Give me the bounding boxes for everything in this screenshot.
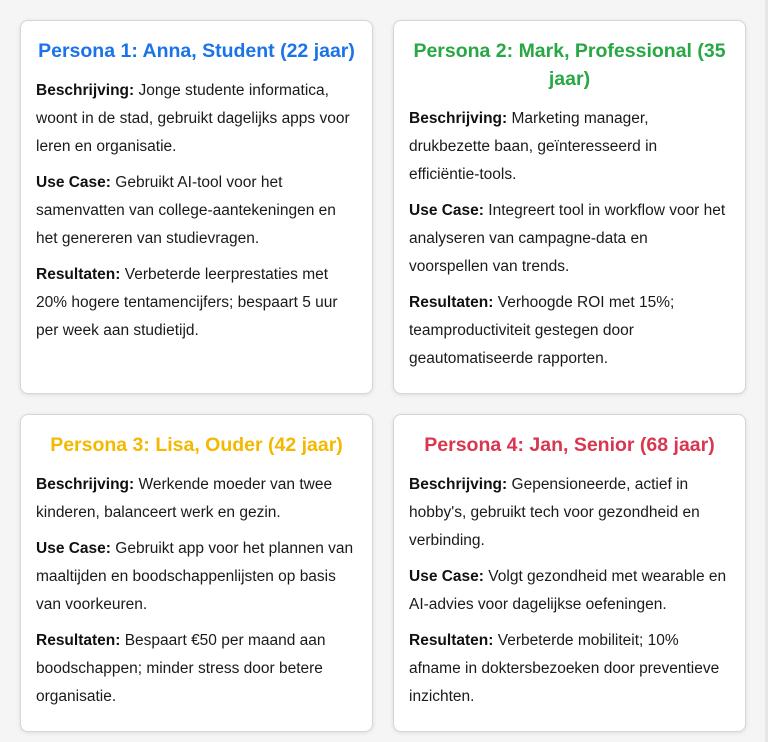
persona-description: [409, 471, 730, 555]
results-label: Resultaten:: [409, 294, 494, 311]
use-case-label: Use Case:: [409, 568, 484, 585]
persona-card-anna: [20, 20, 373, 394]
persona-use-case: [409, 563, 730, 619]
persona-results: [36, 261, 357, 345]
persona-title: Persona 4: Jan, Senior (68 jaar): [424, 434, 715, 456]
persona-title: Persona 2: Mark, Professional (35 jaar): [413, 40, 726, 90]
results-text: Verhoogde ROI met 15%; teamproductiviteit gestegen door geautomatiseerde rapporten.: [409, 294, 675, 367]
persona-grid: [20, 20, 746, 732]
persona-use-case: [409, 197, 730, 281]
use-case-text: Gebruikt AI-tool voor het samenvatten van college-aantekeningen en het genereren van studievragen.: [36, 174, 336, 247]
results-text: Verbeterde mobiliteit; 10% afname in doktersbezoeken door preventieve inzichten.: [409, 632, 720, 705]
use-case-label: Use Case:: [409, 202, 484, 219]
use-case-text: Gebruikt app voor het plannen van maaltijden en boodschappenlijsten op basis van voorkeuren.: [36, 540, 354, 613]
results-label: Resultaten:: [36, 632, 121, 649]
use-case-label: Use Case:: [36, 174, 111, 191]
persona-use-case: [36, 535, 357, 619]
use-case-label: Use Case:: [36, 540, 111, 557]
persona-card-jan: [393, 414, 746, 732]
description-label: Beschrijving:: [409, 110, 508, 127]
persona-card-mark: [393, 20, 746, 394]
description-label: Beschrijving:: [36, 476, 135, 493]
persona-card-lisa: [20, 414, 373, 732]
persona-title: Persona 3: Lisa, Ouder (42 jaar): [50, 434, 343, 456]
description-text: Gepensioneerde, actief in hobby's, gebruikt tech voor gezondheid en verbinding.: [409, 476, 700, 549]
description-label: Beschrijving:: [409, 476, 508, 493]
results-label: Resultaten:: [409, 632, 494, 649]
persona-title: Persona 1: Anna, Student (22 jaar): [38, 40, 355, 62]
persona-results: [409, 627, 730, 711]
persona-results: [36, 627, 357, 711]
description-label: Beschrijving:: [36, 82, 135, 99]
use-case-text: Integreert tool in workflow voor het analyseren van campagne-data en voorspellen van trends.: [409, 202, 726, 275]
description-text: Marketing manager, drukbezette baan, geïnteresseerd in efficiëntie-tools.: [409, 110, 658, 183]
persona-description: [36, 77, 357, 161]
persona-use-case: [36, 169, 357, 253]
persona-description: [409, 105, 730, 189]
description-text: Werkende moeder van twee kinderen, balanceert werk en gezin.: [36, 476, 333, 521]
persona-results: [409, 289, 730, 373]
persona-description: [36, 471, 357, 527]
use-case-text: Volgt gezondheid met wearable en AI-advies voor dagelijkse oefeningen.: [409, 568, 727, 613]
results-text: Verbeterde leerprestaties met 20% hogere tentamencijfers; bespaart 5 uur per week aan studietijd.: [36, 266, 338, 339]
description-text: Jonge studente informatica, woont in de stad, gebruikt dagelijks apps voor leren en organisatie.: [36, 82, 350, 155]
results-label: Resultaten:: [36, 266, 121, 283]
results-text: Bespaart €50 per maand aan boodschappen; minder stress door betere organisatie.: [36, 632, 326, 705]
